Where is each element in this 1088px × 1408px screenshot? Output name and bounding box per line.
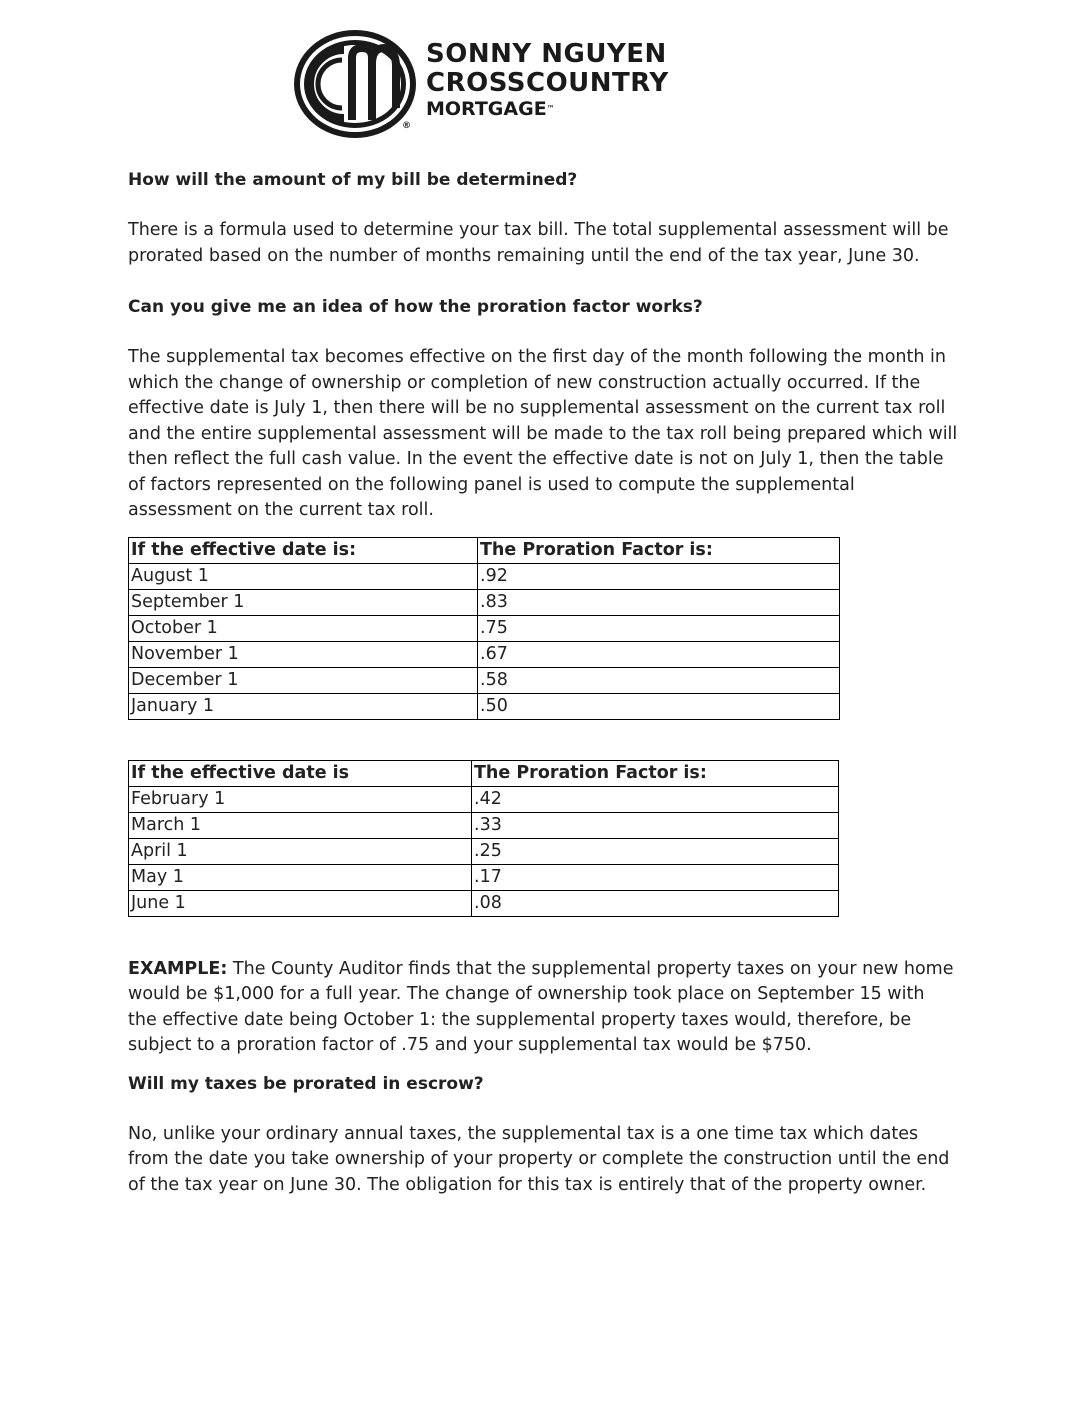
table-cell-date: September 1 [129,589,478,615]
table-header-cell: The Proration Factor is: [472,760,839,786]
table-cell-factor: .58 [478,667,840,693]
table-row [129,589,840,615]
section-paragraph: There is a formula used to determine your tax bill. The total supplemental assessment will be prorated based on the number of months remaining until the end of the tax year, June 30. [128,220,949,266]
table-cell-date: April 1 [129,838,472,864]
table-header-cell: If the effective date is: [129,537,478,563]
document-body [128,168,958,1198]
proration-table-1 [128,537,840,720]
table-cell-factor: .92 [478,563,840,589]
table-cell-date: February 1 [129,786,472,812]
table-row [129,667,840,693]
table-cell-date: August 1 [129,563,478,589]
table-header-cell: The Proration Factor is: [478,537,840,563]
table-row [129,838,839,864]
proration-table-2 [128,760,839,917]
table-header-row [129,537,840,563]
table-cell-factor: .25 [472,838,839,864]
table-header-cell: If the effective date is [129,760,472,786]
table-cell-factor: .33 [472,812,839,838]
table-cell-factor: .08 [472,890,839,916]
registered-mark: ® [402,121,411,131]
table-row [129,641,840,667]
section-heading: How will the amount of my bill be determined? [128,170,578,190]
logo-line-1: SONNY NGUYEN [426,39,667,69]
logo-line-2: CROSSCOUNTRY [426,68,669,98]
table-cell-factor: .17 [472,864,839,890]
table-cell-factor: .42 [472,786,839,812]
table-row [129,812,839,838]
table-cell-date: January 1 [129,693,478,719]
table-header-row [129,760,839,786]
table-cell-date: March 1 [129,812,472,838]
table-cell-factor: .50 [478,693,840,719]
table-cell-factor: .67 [478,641,840,667]
table-cell-date: June 1 [129,890,472,916]
example-text: The County Auditor finds that the supplemental property taxes on your new home would be $1,000 for a full year. The change of ownership took place on September 15 with the effective date being October 1: the supplemental property taxes would, therefore, be subject to a proration factor of .75 and your supplemental tax would be $750. [128,958,954,1055]
table-cell-date: October 1 [129,615,478,641]
table-row [129,864,839,890]
table-row [129,563,840,589]
logo-line-3 [426,98,669,120]
table-cell-factor: .75 [478,615,840,641]
company-logo [292,28,722,140]
logo-mortgage-text: MORTGAGE [426,98,547,120]
table-row [129,615,840,641]
table-row [129,786,839,812]
section-heading: Will my taxes be prorated in escrow? [128,1073,484,1094]
section-paragraph: No, unlike your ordinary annual taxes, the supplemental tax is a one time tax which dates from the date you take ownership of your property or complete the construction until the end of the tax year on June 30. The obligation for this tax is entirely that of the property owner. [128,1123,950,1195]
example-paragraph [128,957,958,1059]
table-cell-date: May 1 [129,864,472,890]
table-cell-date: November 1 [129,641,478,667]
table-cell-date: December 1 [129,667,478,693]
table-row [129,890,839,916]
section-heading: Can you give me an idea of how the proration factor works? [128,297,703,317]
table-row [129,693,840,719]
example-label: EXAMPLE: [128,958,228,979]
section-paragraph: The supplemental tax becomes effective on the first day of the month following the month in which the change of ownership or completion of new construction actually occurred. If the effective date is July 1, then there will be no supplemental assessment on the current tax roll and the entire supplemental assessment will be made to the tax roll being prepared which will then reflect the full cash value. In the event the effective date is not on July 1, then the table of factors represented on the following panel is used to compute the supplemental assessment on the current tax roll. [128,347,958,520]
trademark-symbol: ™ [546,104,555,113]
logo-wordmark [426,40,669,120]
table-cell-factor: .83 [478,589,840,615]
